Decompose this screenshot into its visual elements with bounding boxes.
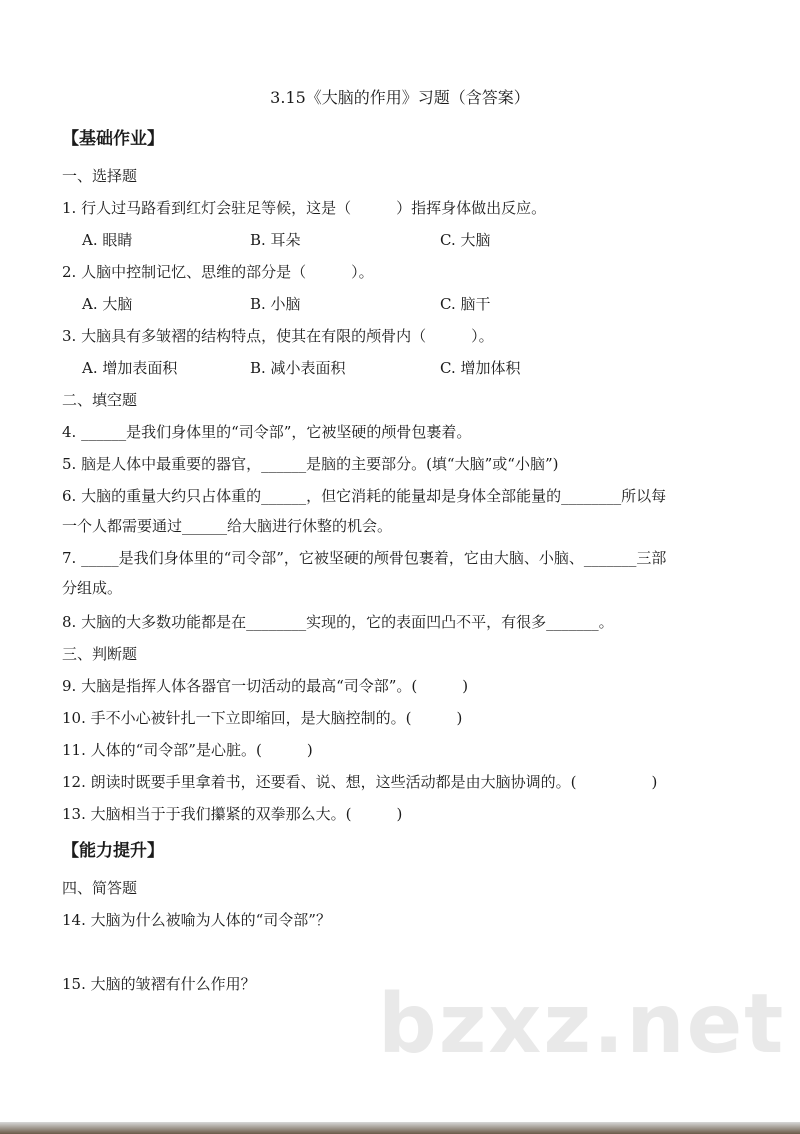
option-c: C. 增加体积 bbox=[440, 359, 521, 377]
section-basic-heading: 【基础作业】 bbox=[62, 129, 164, 149]
option-c: C. 脑干 bbox=[440, 295, 491, 313]
question-11: 11. 人体的“司令部”是心脏。( ) bbox=[62, 741, 313, 759]
question-9: 9. 大脑是指挥人体各器官一切活动的最高“司令部”。( ) bbox=[62, 677, 469, 695]
question-4: 4. ______是我们身体里的“司令部”，它被坚硬的颅骨包裹着。 bbox=[62, 423, 472, 441]
question-7-line-2: 分组成。 bbox=[62, 579, 123, 597]
option-b: B. 减小表面积 bbox=[250, 359, 346, 377]
part-short-answer-heading: 四、简答题 bbox=[62, 879, 138, 897]
bottom-edge-bar bbox=[0, 1122, 800, 1134]
section-advanced-heading: 【能力提升】 bbox=[62, 841, 164, 861]
question-6-line-1: 6. 大脑的重量大约只占体重的______，但它消耗的能量却是身体全部能量的________所以每 bbox=[62, 487, 667, 505]
watermark-text: bzxz.net bbox=[378, 977, 786, 1072]
question-8: 8. 大脑的大多数功能都是在________实现的，它的表面凹凸不平，有很多_______。 bbox=[62, 613, 614, 631]
question-6-line-2: 一个人都需要通过______给大脑进行休整的机会。 bbox=[62, 517, 393, 535]
option-a: A. 大脑 bbox=[82, 295, 133, 313]
question-5: 5. 脑是人体中最重要的器官，______是脑的主要部分。(填“大脑”或“小脑”) bbox=[62, 455, 559, 473]
question-12: 12. 朗读时既要手里拿着书，还要看、说、想，这些活动都是由大脑协调的。( ) bbox=[62, 773, 658, 791]
question-2: 2. 人脑中控制记忆、思维的部分是（ ）。 bbox=[62, 263, 374, 281]
question-13: 13. 大脑相当于于我们攥紧的双拳那么大。( ) bbox=[62, 805, 403, 823]
question-1: 1. 行人过马路看到红灯会驻足等候，这是（ ）指挥身体做出反应。 bbox=[62, 199, 547, 217]
option-b: B. 小脑 bbox=[250, 295, 301, 313]
question-10: 10. 手不小心被针扎一下立即缩回，是大脑控制的。( ) bbox=[62, 709, 463, 727]
question-7-line-1: 7. _____是我们身体里的“司令部”，它被坚硬的颅骨包裹着，它由大脑、小脑、_______三部 bbox=[62, 549, 667, 567]
option-a: A. 增加表面积 bbox=[82, 359, 178, 377]
question-15: 15. 大脑的皱褶有什么作用？ bbox=[62, 975, 256, 993]
option-c: C. 大脑 bbox=[440, 231, 491, 249]
question-3: 3. 大脑具有多皱褶的结构特点，使其在有限的颅骨内（ ）。 bbox=[62, 327, 494, 345]
part-judge-heading: 三、判断题 bbox=[62, 645, 138, 663]
question-14: 14. 大脑为什么被喻为人体的“司令部”？ bbox=[62, 911, 331, 929]
option-b: B. 耳朵 bbox=[250, 231, 301, 249]
part-fill-heading: 二、填空题 bbox=[62, 391, 138, 409]
page-title: 3.15《大脑的作用》习题（含答案） bbox=[270, 88, 530, 107]
option-a: A. 眼睛 bbox=[82, 231, 133, 249]
part-choice-heading: 一、选择题 bbox=[62, 167, 138, 185]
